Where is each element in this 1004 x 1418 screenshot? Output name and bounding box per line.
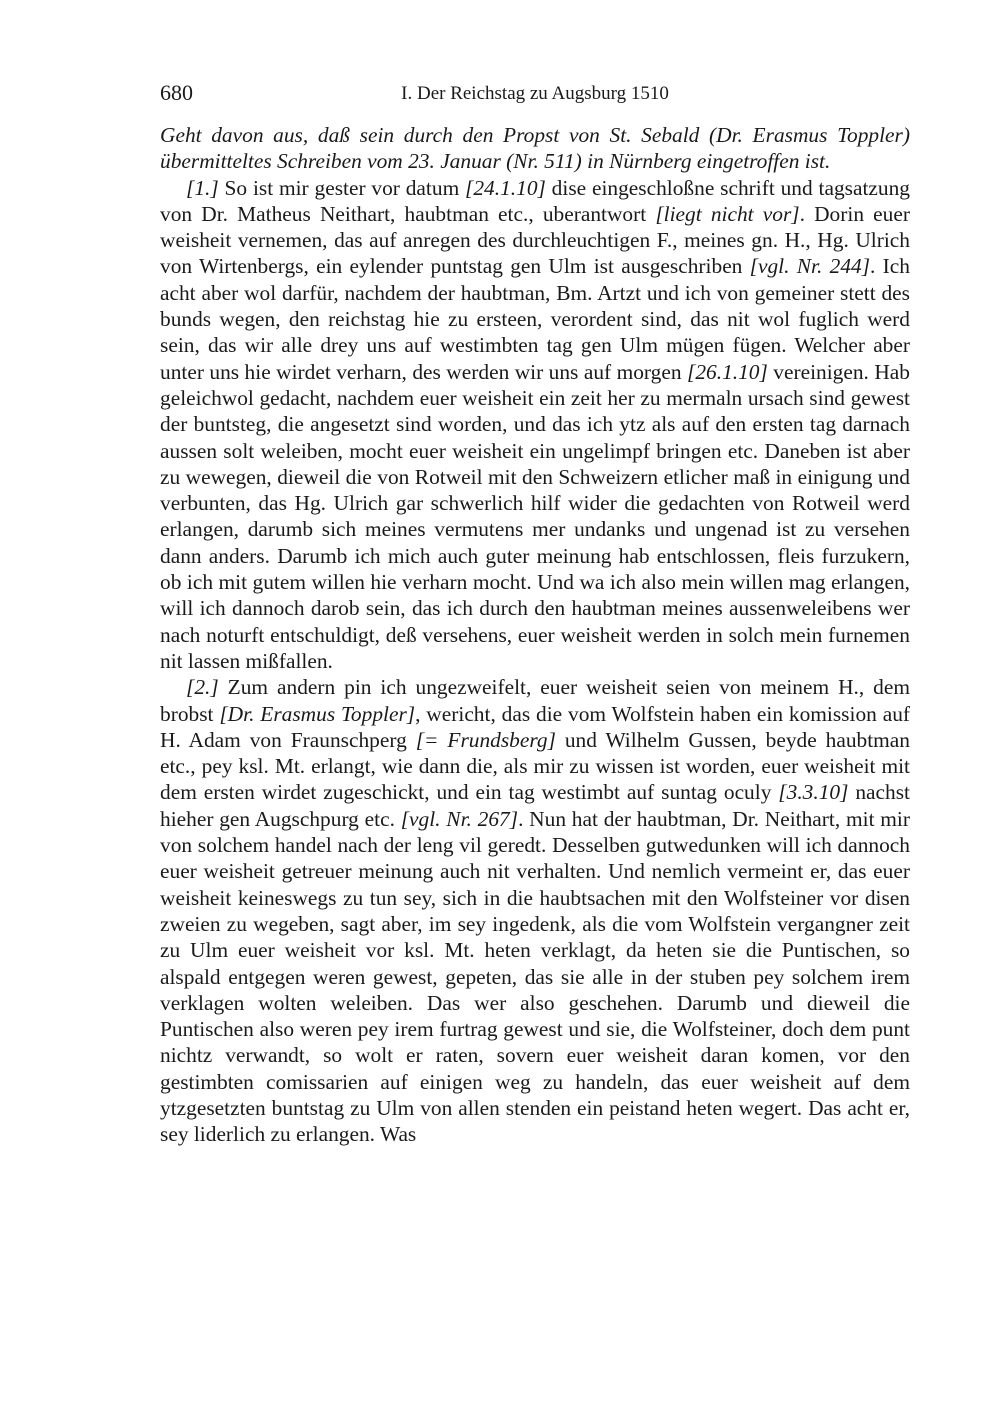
editorial-note: [vgl. Nr. 267] — [400, 806, 519, 831]
editorial-note: [1.] — [186, 175, 219, 200]
source-text: . Ich acht aber wol darfür, nachdem der haubtman, Bm. Artzt und ich von gemeiner stett des bunds wegen, den reichstag hie zu ersteen, verordent sind, das nit wol fuglich werd sein, das wir alle drey uns auf westimbten tag gen Ulm mügen fügen. Welcher aber unter uns hie wirdet verharn, des werden wir uns auf morgen — [160, 254, 910, 384]
source-text: Zum andern pin ich ungezweifelt, euer weisheit seien von meinem H., dem brobst — [160, 675, 910, 726]
editorial-note: [24.1.10] — [465, 175, 546, 200]
editorial-note: [2.] — [186, 675, 219, 700]
source-text: , wericht, das die vom Wolfstein haben ein komission auf H. Adam von Fraunschperg — [160, 701, 911, 752]
page-header — [160, 80, 910, 110]
source-text: vereinigen. Hab geleichwol gedacht, nachdem euer weisheit ein zeit her zu mermaln ursach sind gewest der buntsteg, die angesetzt sind worden, und das ich ytz als auf den ersten tag darnach aussen solt weleiben, mocht euer weisheit ein ungelimpf bringen etc. Daneben ist aber zu wewegen, dieweil die von Rotweil mit den Schweizern etlicher maß in einigung und verbunten, das Hg. Ulrich gar schwerlich hilf wider die gedachten von Rotweil werd erlangen, darumb sich meines vermutens mer undanks und ungenad ist zu versehen dann anders. Darumb ich mich auch guter meinung hab entschlossen, fleis furzukern, ob ich mit gutem willen hie verharn mocht. Und wa ich also mein willen mag erlangen, will ich dannoch darob sein, das ich durch den haubtman meines aussenweleibens wer nach noturft entschuldigt, deß versehens, euer weisheit werden in solch mein furnemen nit lassen mißfallen. — [160, 359, 910, 673]
editorial-note: [26.1.10] — [687, 359, 768, 384]
editorial-note: [liegt nicht vor] — [655, 201, 800, 226]
editorial-note: [vgl. Nr. 244] — [749, 254, 871, 279]
source-text: . Dorin euer weisheit vernemen, das auf anregen des durchleuchtigen F., meines gn. H., Hg. Ulrich von Wirtenbergs, ein eylender puntstag gen Ulm ist ausgeschriben — [160, 201, 910, 279]
document-body — [160, 122, 910, 1148]
page-number: 680 — [160, 80, 193, 105]
paragraph-1 — [160, 175, 910, 675]
source-text: dise eingeschloßne schrift und tagsatzung von Dr. Matheus Neithart, haubtman etc., uberantwort — [160, 175, 910, 226]
editorial-note: [Dr. Erasmus Toppler] — [219, 701, 416, 726]
document-summary: Geht davon aus, daß sein durch den Propst von St. Sebald (Dr. Erasmus Toppler) übermitteltes Schreiben vom 23. Januar (Nr. 511) in Nürnberg eingetroffen ist. — [160, 123, 910, 174]
paragraph-2 — [160, 674, 910, 1147]
running-title: I. Der Reichstag zu Augsburg 1510 — [401, 83, 669, 104]
source-text: nachst hieher gen Augschpurg etc. — [160, 780, 910, 831]
source-text: und Wilhelm Gussen, beyde haubtman etc., pey ksl. Mt. erlangt, wie dann die, als mir zu wissen ist worden, euer weisheit mit dem ersten wirdet zugeschickt, und ein tag westimbt auf suntag oculy — [160, 727, 910, 805]
editorial-note: [= Frundsberg] — [415, 727, 556, 752]
source-text: So ist mir gester vor datum — [218, 175, 466, 200]
source-text: . Nun hat der haubtman, Dr. Neithart, mit mir von solchem handel nach der leng vil geredt. Desselben gutwedunken will ich dannoch euer weisheit getreuer meinung auch nit verhalten. Und nemlich vermeint er, das euer weisheit keineswegs zu tun sey, sich in die haubtsachen mit den Wolfsteiner vor disen zweien zu wegeben, sagt aber, im sey ingedenk, als die vom Wolfstein vergangner zeit zu Ulm euer weisheit vor ksl. Mt. heten verklagt, da heten sie die Puntischen, so alspald entgegen weren gewest, gepeten, das sie alle in der stuben pey solchem irem verklagen wolten weleiben. Das wer also geschehen. Darumb und dieweil die Puntischen also weren pey irem furtrag gewest und sie, die Wolfsteiner, doch dem punt nichtz verwandt, so wolt er raten, sovern euer weisheit daran komen, vor den gestimbten comissarien auf einigen weg zu handeln, das euer weisheit auf dem ytzgesetzten buntstag zu Ulm von allen stenden ein peistand heten wegert. Das acht er, sey liderlich zu erlangen. Was — [160, 806, 911, 1147]
editorial-note: [3.3.10] — [778, 780, 849, 805]
